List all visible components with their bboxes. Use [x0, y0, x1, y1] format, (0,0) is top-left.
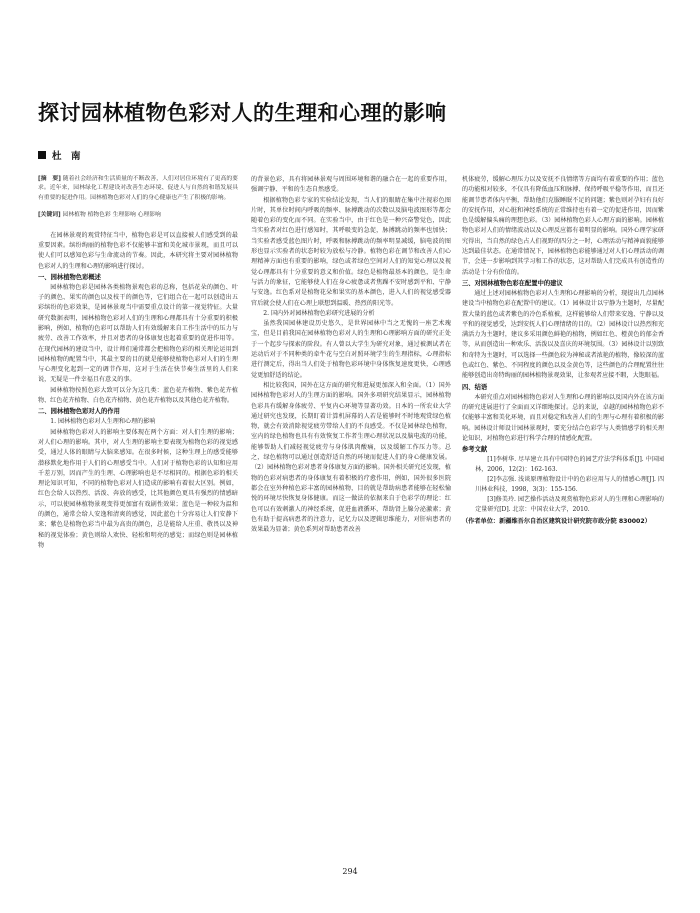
section-heading-3: 三、对园林植物色彩在配置中的建议: [462, 279, 563, 287]
subsection-heading: 1. 园林植物色彩对人生理和心理的影响: [50, 418, 156, 426]
section-heading-4: 四、结语: [462, 383, 488, 391]
references-heading: 参考文献: [462, 446, 488, 454]
column-2: [251, 175, 451, 535]
reference-item: [2]李志强. 浅谈原理植物设计中的色彩应用与人的情感心理[J]. 四川林业科技，1998，3(3)：155-156.: [475, 476, 664, 494]
section-heading-2: 二、园林植物色彩对人的作用: [38, 408, 120, 416]
paragraph: 相比较我国，国外在这方面的研究和进展更加深入和全面。（1）国外园林植物色彩对人的生理方面的影响。国外多项研究结果显示，园林植物色彩具有缓解身体疲劳、平复内心环境等显著功效。日本的一所农业大学通过研究也发现，长期盯着计算机屏幕的人若是能够时不时地观赏绿色植物，就会有效消除视觉疲劳带给人们的不良感受。不仅是园林绿色植物，室内的绿色植物也具有有效恢复工作者生理心理状况以及脑电波的功能，能够帮助人们减轻视觉疲劳与身体肌肉酸痛，以及缓解工作压力等。总之，绿色植物可以通过创造舒适自然的环境而促进人们的身心健康发展。（2）园林植物色彩对患者身体康复方面的影响。国外相关研究还发现，植物的色彩对病患者的身体康复有着积极的疗愈作用，例如，国外很多医院都会在室外种植色彩丰富的园林植物，目的就是帮助病患者能够在轻松愉悦的环境尽快恢复身体健康。而这一做法的依据来自于色彩学的理论：红色可以有效刺激人的神经系统，促进血液循环，帮助肾上腺分泌激素；黄色有助于提高病患者的注意力，记忆力以及逻辑思维能力，对肝病患者的效果最为显著；黄色系列对帮助患者改善: [251, 381, 451, 534]
paragraph: 本研究重点对园林植物色彩对人生理和心理的影响以及国内外在该方面的研究进展进行了全面而又详细地探讨。总的来说，卓越的园林植物色彩不仅能够丰富和美化环境，而且对稳定和改善人们的生理与心理有着积极的影响。园林设计师设计园林景观时，要充分结合色彩学与人类情感学的相关理论知识，对植物色彩进行科学合理的情感化配置。: [462, 393, 664, 442]
abstract: [38, 175, 238, 203]
column-1: [38, 175, 238, 551]
paragraph: 的背景色彩，具有将园林景观与周围环境和谐的融合在一起的重要作用，强调宁静、平和的生态自然感受。: [251, 176, 451, 194]
reference-item: [3]修美玲. 园艺操作活动及观赏植物色彩对人的生理和心理影响的定量研究[D]. 北京：中国农业大学，2010.: [475, 496, 664, 514]
keywords: [38, 211, 238, 220]
square-bullet-icon: [38, 151, 46, 159]
intro-paragraph: 在园林景观的观赏特征当中，植物色彩是可以直接被人们感受到的最重要因素。缤纷绚丽的植物色彩不仅能够丰富和美化城市景观，而且可以使人们可以感知色彩与生命流动的节奏。因此，本研究将主要对园林植物色彩对人的生理和心理的影响进行探讨。: [38, 231, 238, 270]
author-name: 杜 南: [52, 151, 81, 162]
paragraph: 根据植物色彩专家的实验结论发现，当人们的眼睛在集中注视彩色图片时，其单位时间内呼吸的频率、脉搏跳动的次数以及脑电波图形等都会随着色彩的变化而不同。在实验当中，由于红色是一种兴奋警觉色，因此当实验者对红色进行感知时，其呼吸变的急促，脉搏跳动的频率也加快；当实验者感受蓝色图片时，呼吸和脉搏跳动的频率明显减缓，脑电波的图形也显示实验者的状态时较为放松与冷静。植物色彩在调节和改善人们心理精神方面也有重要的影响，绿色或者绿色空间对人们的知觉心理以及视觉心理都具有十分重要的意义和价值。绿色是植物最基本的颜色，是生命与活力的象征，它能够使人们在身心疲惫或者焦躁不安时感到平和、宁静与安逸。红色系对是植物花朵和果实的基本颜色，进入人们的视觉感受器官后就会使人们在心理上联想到温暖、热烈的阳光等。: [251, 196, 451, 307]
keywords-label: [关键词]: [38, 212, 61, 219]
keywords-text: 园林植物 植物色彩 生理影响 心理影响: [62, 212, 161, 219]
author-line: [38, 148, 81, 162]
article-title: 探讨园林植物色彩对人的生理和心理的影响: [38, 101, 447, 125]
page-number: 294: [342, 867, 358, 876]
abstract-label: [摘 要]: [38, 176, 61, 182]
subsection-heading: 2. 国内外对园林植物色彩研究进展的分析: [263, 309, 375, 317]
paragraph: 虽然我国园林建设历史悠久，是世界园林中当之无愧的一座艺术瑰宝，但是目前我国在园林植物色彩对人的生理和心理影响方面的研究正处于一个起步与探索的阶段。有人曾以大学生为研究对象，通过被测试者在运动后对于不同种类的牵牛花与空白对照环境学生的生理指标，心理指标进行测定后，得出当人们处于植物色彩环境中身体恢复速度更快，心理感觉更加舒适的结论。: [251, 320, 451, 379]
paragraph: 园林植物色彩是园林各类植物景观色彩的总称，包括花朵的颜色、叶子的颜色、果实的颜色以及枝干的颜色等，它们组合在一起可以创造出五彩缤纷的色彩效果，是园林景观当中需要重点设计的第一视觉特征。大量研究数据表明，园林植物色彩对人们的生理和心理都具有十分重要的积极影响，例如，植物的色彩可以帮助人们有效缓解来自工作生活中的压力与疲劳、改善工作效率，并且对患者的身体康复也起着重要的促进作用等。在现代园林的建设当中，设计师们通常都会把植物色彩的相关理论运用到园林植物的配置当中，其最主要的目的就是能够使植物色彩对人们的生理与心理变化起到一定的调节作用，这对于生活在快节奏生活里的人们来说，无疑是一件幸福且有意义的事。: [38, 283, 238, 384]
paragraph: 园林植物色彩对人的影响主要体现在两个方面：对人们生理的影响；对人们心理的影响。其中，对人生理的影响主要表现为植物色彩的视觉感受，通过人体的眼睛与大脑来感知。在很多时候，这种生理上的感受能够潜移默化地作用于人们的心理感受当中。人们对于植物色彩的认知和应用千差万别，因而产生的生理、心理影响也是不尽相同的。根据色彩的相关理论知识可知，不同的植物色彩对人们造成的影响有着很大区别。例如，红色会给人以热烈、活泼、奔放的感受，比其他颜色更具有强烈的情感暗示，可以使园林植物景观变得更加富有戏剧性效果；蓝色是一种较为温和的颜色，通常会给人安逸和清爽的感觉，因此蓝色十分容易让人们安静下来；紫色是植物色彩当中最为高贵的颜色，总是能给人庄重、敬畏以及神秘的视觉体验；黄色则给人欢快、轻松和明亮的感觉；而绿色则是园林植物: [38, 428, 238, 549]
paragraph: 机体疲劳，缓解心理压力以及安抚不良情绪等方面均有着重要的作用；蓝色的功能相对较多，不仅具有降低血压和脉搏、保持呼吸平稳等作用，而且还能调节患者体内平衡，帮助他们克服睡眠不足的问题；紫色则对孕妇有良好的安抚作用，对心脏和神经系统的正常维持也有着一定的促进作用，因而紫色是缓解偏头痛的理想色彩。（3）园林植物色彩人心理方面的影响。园林植物色彩对人们的情绪波动以及心理反应都有着明显的影响。国外心理学家研究得出，当自然的绿色占人们视野的四分之一时，心理活动与精神面貌能够达到最佳状态。在通常情况下，园林植物色彩能够通过对人们心理活动的调节，会进一步影响到其学习和工作的状态，这对帮助人们完成具有创造性的活动是十分有价值的。: [462, 176, 664, 276]
article-body: [0, 175, 700, 865]
paragraph: 通过上述对园林植物色彩对人生理和心理影响的分析，现提出几点园林建设当中植物色彩在配置中的建议。（1）园林设计以宁静为主题时，尽量配置大量的蓝色或者紫色的冷色系植被，这样能够给人们带来安逸、宁静以及平和的视觉感受，达到安抚人们心理情绪的目的。（2）园林设计以热烈和充满活力为主题时，建议多采用颜色鲜艳的植物，例如红色、橙黄色的郁金香等，从而创造出一种欢乐、活泼以及喜庆的环境氛围。（3）园林设计以别致和奇特为主题时，可以选择一些颜色较为神秘或者浓艳的植物，像较深的蓝色或红色、紫色、不同程度的颜色以及金黄色等，这些颜色的合理配置往往能够创造出奇特绚丽的园林植物景观效果，让参观者应接不暇，大饱眼福。: [462, 289, 664, 380]
reference-item: [1]李树华. 尽早建立具有中国特色的园艺疗法学科体系[J]. 中国园林，2006，12(2)：162-163.: [475, 456, 664, 474]
column-3: [462, 175, 664, 527]
abstract-text: 随着社会经济和生活质量的不断改善，人们对居住环境有了更高的要求。近年来，园林绿化工程建设对改善生态环境、促进人与自然的和谐发展具有重要的促进作用。园林植物色彩对人们的身心健康也产生了积极的影响。: [38, 176, 238, 201]
section-heading-1: 一、园林植物色彩概述: [38, 273, 101, 281]
author-affiliation: （作者单位：新疆维吾尔自治区建筑设计研究院市政分院 830002）: [462, 518, 651, 526]
paragraph: 园林植物按照色彩大致可以分为这几类：蓝色花卉植物、紫色花卉植物、红色花卉植物、白色花卉植物、黄色花卉植物以及其他色花卉植物。: [38, 386, 238, 405]
